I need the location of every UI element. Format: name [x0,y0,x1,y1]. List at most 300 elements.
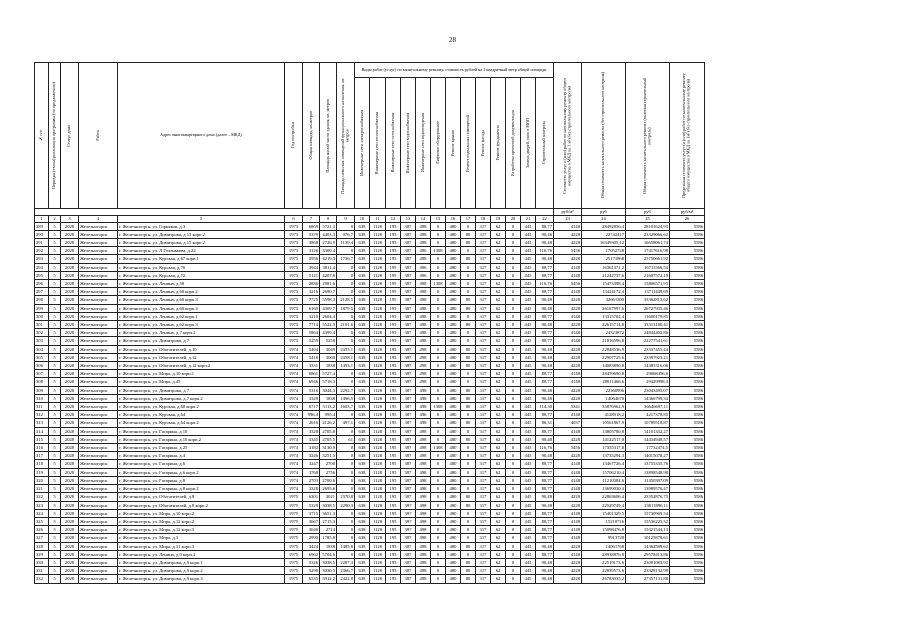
table-cell: 62 [491,362,506,370]
table-cell: 5 [49,427,61,435]
table-cell: 5 [49,255,61,263]
table-cell: 0 [337,247,355,255]
table-cell: 88,77 [536,526,554,534]
table-cell: 5 [49,296,61,304]
table-row [35,526,705,534]
table-cell: 3044,3 [320,386,337,394]
header-year: Год постройки [285,63,303,209]
table-cell: 387 [401,501,416,509]
table-cell: 1485,8 [337,542,355,550]
table-cell: 0 [461,370,476,378]
table-cell: 317 [476,444,491,452]
table-cell: Железногорск [79,239,118,247]
table-cell: 4148 [554,485,582,493]
table-cell: 480 [446,542,461,550]
table-cell: 5341 [554,403,582,411]
table-cell: 5418 [303,353,320,361]
table-cell: 88,77 [536,263,554,271]
table-cell: Железногорск [79,411,118,419]
table-cell: 1128 [370,493,386,501]
table-cell: 2604,4 [320,312,337,320]
table-row [35,476,705,484]
table-cell: 195 [386,411,401,419]
table-cell: 638 [355,247,370,255]
table-cell: 387 [401,476,416,484]
table-cell: 88,77 [536,509,554,517]
table-cell: 312 [35,411,49,419]
column-number: 22 [536,216,554,223]
table-cell: 88,77 [536,222,554,230]
table-cell: 1974 [285,485,303,493]
table-cell: 62 [491,419,506,427]
table-cell: 480 [446,321,461,329]
table-cell: 1128 [370,239,386,247]
table-cell: 2703 [303,476,320,484]
table-cell: 80 [461,493,476,501]
table-cell: 6869 [303,222,320,230]
table-cell: 15706210,4 [582,468,626,476]
table-cell: г. Железногорск, ул. Димитрова, д.7 [118,337,285,345]
table-cell: 1973 [285,288,303,296]
table-cell: 0 [506,255,521,263]
table-cell: 2292,7 [337,386,355,394]
table-cell: 387 [401,321,416,329]
table-cell: 62 [491,485,506,493]
table-cell: 0 [461,468,476,476]
table-cell: 445 [521,468,536,476]
table-cell: 4399,4 [320,329,337,337]
table-cell: 387 [401,558,416,566]
table-cell: 195 [386,460,401,468]
table-cell: 2028 [61,542,79,550]
table-cell: 498 [416,329,431,337]
table-cell: 5586 [670,296,705,304]
table-cell: 294 [35,263,49,271]
table-cell: Железногорск [79,296,118,304]
table-cell: 638 [355,386,370,394]
header-w-water: Инженерные сети водоснабжения [401,78,416,209]
table-cell: г. Железногорск, ул. Мира, д.10 корп.1 [118,370,285,378]
table-cell: 5586 [670,485,705,493]
table-cell: 0 [506,558,521,566]
table-cell: 3329 [303,394,320,402]
table-cell: 5586 [670,280,705,288]
table-cell: Железногорск [79,493,118,501]
table-cell: 295 [35,271,49,279]
table-cell: 387 [401,222,416,230]
table-cell: г. Железногорск, ул. Мира, д.10 корп.2 [118,509,285,517]
table-cell: 445 [521,230,536,238]
table-cell: 195 [386,517,401,525]
table-cell: Железногорск [79,255,118,263]
table-cell: 445 [521,337,536,345]
table-cell: г. Железногорск, ул. Димитрова, д.7 корп.2 [118,394,285,402]
table-cell: 195 [386,550,401,558]
table-cell: 387 [401,468,416,476]
table-cell: 3216 [303,288,320,296]
table-cell: 317 [476,239,491,247]
table-cell: 4228 [554,296,582,304]
table-cell: 317 [476,222,491,230]
table-cell: 0 [506,575,521,583]
table-row [35,419,705,427]
table-cell: 3251,5 [320,452,337,460]
table-cell: 4037 [554,419,582,427]
column-number: 11 [370,216,386,223]
table-cell: 0 [506,337,521,345]
table-cell: г. Железногорск, ул. Курская, д.67 корп.1 [118,255,285,263]
table-cell: г. Железногорск, ул. Гагарина, д.4 [118,452,285,460]
table-cell: 0 [431,509,446,517]
table-cell: 5259 [303,337,320,345]
table-cell: Железногорск [79,370,118,378]
table-cell: 387 [401,542,416,550]
table-cell: 25171868 [582,255,626,263]
table-cell: 195 [386,485,401,493]
column-number: 8 [320,216,337,223]
header-period: Периоды (этапы) реализации программы (по предложению) [49,63,61,209]
table-cell: г. Железногорск, ул. Горняков, д.3 [118,222,285,230]
table-cell: 80 [461,575,476,583]
table-cell: 90,48 [536,542,554,550]
table-cell: 1128 [370,542,386,550]
table-cell: 5 [49,550,61,558]
table-cell: 317 [476,263,491,271]
table-cell: 0 [506,230,521,238]
table-cell: Железногорск [79,394,118,402]
table-cell: г. Железногорск, ул. Гагарина, д.8 корп.2 [118,485,285,493]
table-cell: 3246 [303,452,320,460]
table-cell: 5456 [554,444,582,452]
table-cell: 480 [446,345,461,353]
table-cell: 317 [476,534,491,542]
table-cell: 498 [416,476,431,484]
table-cell: 4228 [554,304,582,312]
table-cell: 1975 [285,501,303,509]
table-cell: 1973 [285,280,303,288]
table-cell: 14122517,8 [582,435,626,443]
units-row [35,209,705,216]
table-cell: 496 [416,411,431,419]
table-cell: 5 [49,321,61,329]
table-cell: 2028 [61,304,79,312]
table-cell: 0 [337,288,355,296]
table-cell: 1128 [370,321,386,329]
table-cell: 4148 [554,411,582,419]
table-cell: 638 [355,271,370,279]
table-cell: 638 [355,575,370,583]
table-cell: 0 [431,476,446,484]
table-cell: 1974 [285,378,303,386]
table-cell: 0 [431,386,446,394]
table-row [35,362,705,370]
table-cell: 480 [446,419,461,427]
table-cell: 62 [491,337,506,345]
table-cell: г. Железногорск, ул. Димитрова, д.9 корп.2 [118,567,285,575]
header-nonresidential-area: Площадь нежилых помещений функционального назначения, кв. метров [337,63,355,209]
table-cell: Железногорск [79,550,118,558]
table-cell: 80 [461,296,476,304]
table-cell: 317 [476,304,491,312]
table-cell: 0 [337,509,355,517]
table-cell: 5586 [670,394,705,402]
table-cell: 480 [446,230,461,238]
table-cell: 387 [401,337,416,345]
table-cell: 195 [386,370,401,378]
table-cell: 1975 [285,558,303,566]
table-cell: 2028 [61,468,79,476]
table-cell: 4228 [554,493,582,501]
table-cell: 4148 [554,370,582,378]
table-cell: 498 [416,337,431,345]
column-number: 14 [416,216,431,223]
table-cell: 0 [431,567,446,575]
table-cell: Железногорск [79,444,118,452]
table-cell: 5586 [670,271,705,279]
table-cell: 5586 [670,517,705,525]
table-cell: 62 [491,534,506,542]
table-cell: 26783035,2 [582,575,626,583]
table-cell: 480 [446,558,461,566]
table-cell: 5586 [670,452,705,460]
table-cell: 0 [431,362,446,370]
table-cell: 317 [476,280,491,288]
table-cell: 14362599,62 [626,542,670,550]
table-cell: 498 [416,435,431,443]
table-cell: 1973 [285,255,303,263]
table-cell: 28459690,8 [582,370,626,378]
table-cell: 320 [35,476,49,484]
column-number: 3 [61,216,79,223]
table-cell: 480 [446,362,461,370]
table-cell: 1974 [285,403,303,411]
column-numbers-row [35,216,705,223]
table-cell: 5 [49,460,61,468]
table-cell: 2028 [61,378,79,386]
table-cell: 325 [35,517,49,525]
table-cell: г. Железногорск, ул. Гагарина, д.6 корп.2 [118,468,285,476]
header-address: Адрес многоквартирного дома (далее – МКД) [118,63,285,209]
table-cell: 2028 [61,239,79,247]
table-cell: 0 [506,378,521,386]
table-cell: 318 [35,460,49,468]
table-cell: 498 [416,526,431,534]
table-cell: 4148 [554,509,582,517]
table-cell: 0 [506,534,521,542]
table-cell: 62 [491,435,506,443]
table-cell: 0 [337,427,355,435]
table-cell: 480 [446,509,461,517]
table-cell: 5 [49,452,61,460]
table-cell: 0 [337,534,355,542]
table-cell: 23043495,07 [626,386,670,394]
table-cell: 3651,3 [320,509,337,517]
table-cell: 5586 [670,239,705,247]
table-cell: 0 [461,312,476,320]
table-cell: 638 [355,312,370,320]
table-cell: 316 [35,444,49,452]
table-cell: 62 [491,386,506,394]
table-row [35,353,705,361]
table-cell: 195 [386,468,401,476]
table-cell: 317 [476,271,491,279]
table-cell: 90,48 [536,493,554,501]
table-cell: 317 [476,476,491,484]
table-cell: 497,1 [337,419,355,427]
table-cell: 498 [416,255,431,263]
table-cell: 90,48 [536,386,554,394]
table-cell: 90,48 [536,567,554,575]
table-cell: 387 [401,394,416,402]
table-cell: 1879,5 [337,304,355,312]
table-cell: Железногорск [79,337,118,345]
table-cell: 0 [337,271,355,279]
table-cell: 445 [521,435,536,443]
table-cell: 317 [476,329,491,337]
table-cell: 0 [506,526,521,534]
table-cell: 0 [506,288,521,296]
table-cell: 0 [506,280,521,288]
table-row [35,239,705,247]
table-cell: 5 [49,362,61,370]
table-cell: 445 [521,394,536,402]
header-works-group: Виды работ (услуг) по капитальному ремонту, стоимость рублей на 1 квадратный метр общей площади [355,63,554,78]
table-cell: 0 [431,230,446,238]
table-cell: 3021 [320,493,337,501]
table-cell: 480 [446,403,461,411]
table-cell: 13711449,69 [626,288,670,296]
table-cell: 17732474,5 [626,444,670,452]
table-cell: 638 [355,558,370,566]
table-cell: 2422,8 [337,575,355,583]
table-cell: Железногорск [79,321,118,329]
table-row [35,435,705,443]
table-cell: 3247 [303,460,320,468]
table-cell: 1128 [370,526,386,534]
table-cell: 0 [506,321,521,329]
table-cell: 195 [386,239,401,247]
table-cell: 445 [521,411,536,419]
table-cell: 4403,3 [320,230,337,238]
table-cell: 290 [35,230,49,238]
table-cell: 14061768 [582,542,626,550]
table-cell: 90,48 [536,501,554,509]
table-cell: 2290,3 [337,501,355,509]
table-cell: 445 [521,501,536,509]
table-cell: 0 [461,378,476,386]
table-cell: 0 [506,362,521,370]
table-cell: 2705,8 [320,427,337,435]
table-cell: 2028 [61,476,79,484]
table-cell: 4228 [554,230,582,238]
table-cell: 445 [521,312,536,320]
table-cell: 2370,8 [337,493,355,501]
table-cell: 4228 [554,345,582,353]
table-cell: 0 [337,526,355,534]
table-cell: 0 [431,534,446,542]
table-cell: 638 [355,452,370,460]
table-cell: 16658061,74 [626,239,670,247]
header-w-facade: Ремонт фасада [476,78,491,209]
table-cell: 480 [446,476,461,484]
table-cell: 15473398,4 [582,280,626,288]
table-cell: 17355317,8 [582,444,626,452]
table-cell: 5404 [303,345,320,353]
table-cell: 2028 [61,509,79,517]
table-cell: Железногорск [79,353,118,361]
table-cell: 5586 [670,509,705,517]
table-cell: 317 [476,550,491,558]
table-cell: 0 [461,444,476,452]
header-status: Статус дома [61,63,79,209]
table-cell: 445 [521,321,536,329]
table-cell: 5 [49,247,61,255]
table-cell: 317 [476,468,491,476]
table-cell: 304 [35,345,49,353]
table-cell: 24323872 [582,329,626,337]
table-cell: 3345 [303,435,320,443]
table-cell: г. Железногорск, ул. Гагарина, д.25 [118,444,285,452]
table-cell: 5 [49,353,61,361]
table-cell: 0 [337,444,355,452]
table-cell: 4148 [554,263,582,271]
table-cell: 88,77 [536,271,554,279]
table-cell: Железногорск [79,542,118,550]
table-cell: 1128 [370,534,386,542]
table-cell: 0 [337,411,355,419]
table-cell: 10561867,9 [582,419,626,427]
table-cell: 445 [521,526,536,534]
table-cell: 90,48 [536,321,554,329]
table-cell: 313 [35,419,49,427]
table-cell: Железногорск [79,452,118,460]
table-cell: 314 [35,427,49,435]
table-cell: 13467726,4 [582,460,626,468]
table-cell: 1128 [370,460,386,468]
table-cell: 480 [446,534,461,542]
table-cell: 638 [355,411,370,419]
table-cell: 2028 [61,526,79,534]
table-cell: 5586 [670,476,705,484]
table-cell: 317 [476,345,491,353]
table-cell: 480 [446,222,461,230]
table-cell: 1128 [370,468,386,476]
table-cell: 387 [401,247,416,255]
table-cell: 387 [401,329,416,337]
table-cell: 1128 [370,427,386,435]
table-cell: 445 [521,345,536,353]
table-cell: г. Железногорск, ул. Мира, д.12 корп.2 [118,517,285,525]
table-cell: 1973 [285,321,303,329]
table-cell: 4228 [554,558,582,566]
table-cell: 0 [461,329,476,337]
table-cell: 0 [506,271,521,279]
table-cell: 90,48 [536,452,554,460]
table-cell: 638 [355,517,370,525]
table-cell: 5 [49,526,61,534]
table-cell: 4228 [554,575,582,583]
table-cell: 498 [416,362,431,370]
table-cell: 2028 [61,255,79,263]
table-cell: 88,77 [536,550,554,558]
table-cell: 387 [401,526,416,534]
table-cell: 638 [355,435,370,443]
table-row [35,427,705,435]
table-cell: 195 [386,558,401,566]
table-cell: 88,77 [536,288,554,296]
table-cell: 80 [461,239,476,247]
table-cell: 498 [416,517,431,525]
